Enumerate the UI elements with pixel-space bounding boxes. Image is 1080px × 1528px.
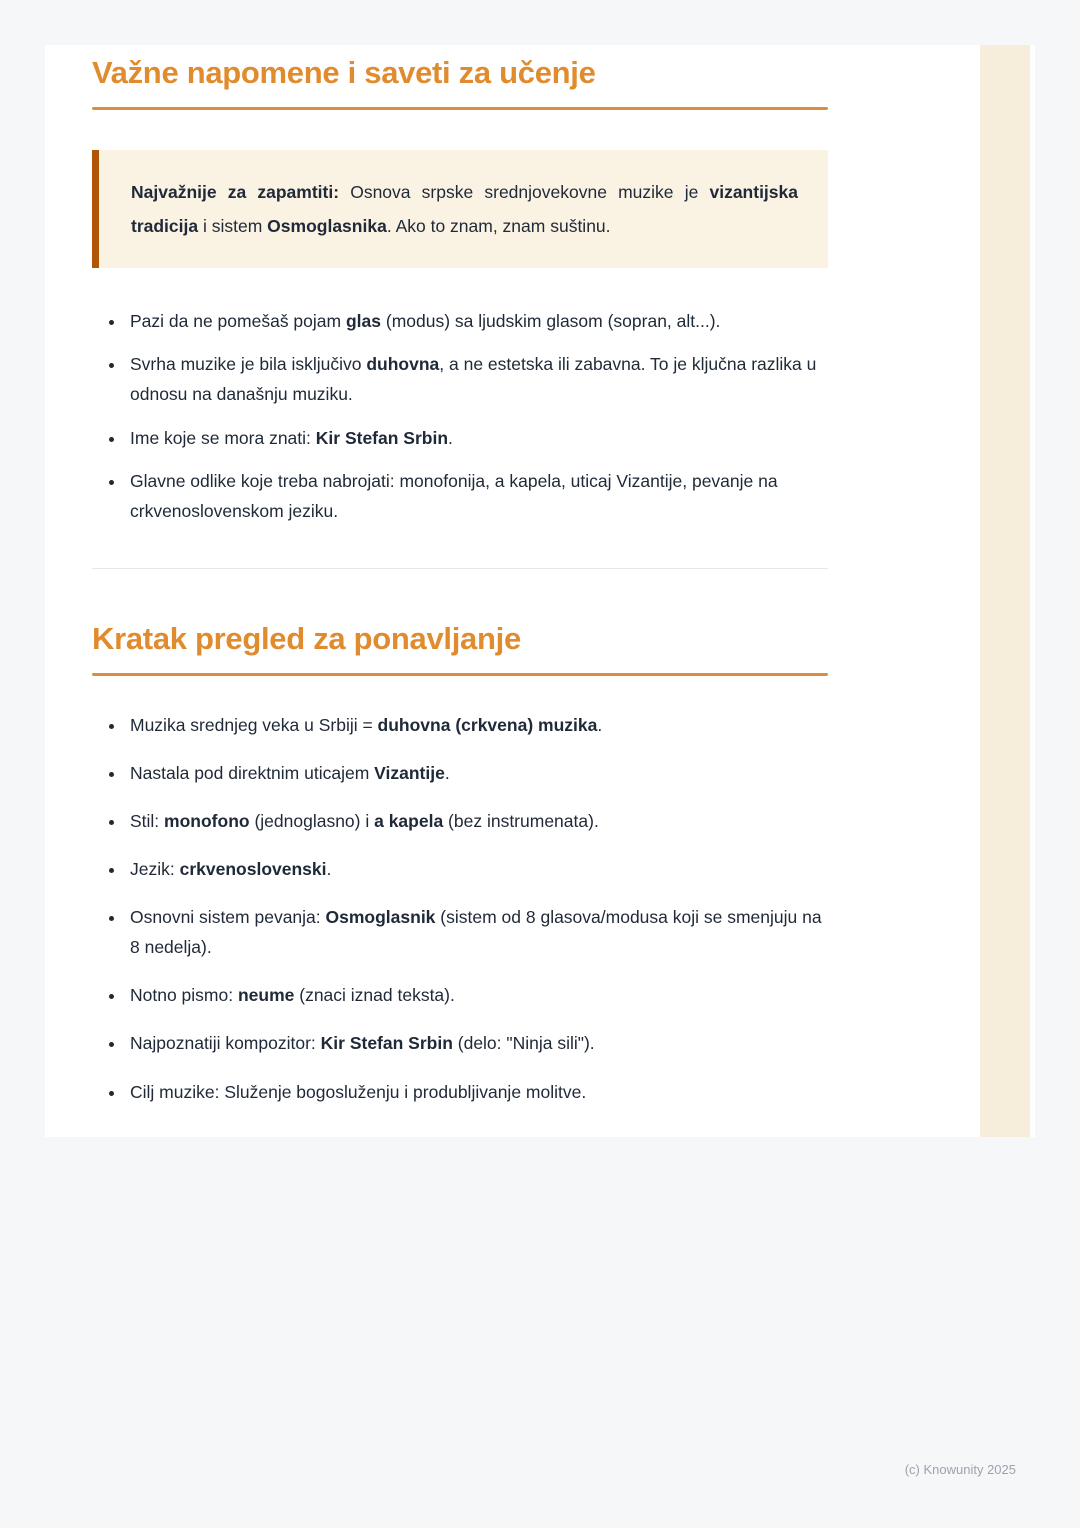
bold-text-segment: duhovna (crkvena) muzika — [377, 714, 598, 735]
bold-text-segment: a kapela — [374, 811, 444, 831]
text-segment: (jednoglasno) i — [249, 811, 375, 831]
text-segment: . — [444, 762, 450, 783]
text-segment: Notno pismo: — [130, 985, 238, 1006]
text-segment: Najpoznatiji kompozitor: — [130, 1033, 321, 1054]
callout-text — [131, 175, 798, 243]
bold-text-segment: Kir Stefan Srbin — [315, 427, 449, 448]
bold-text-segment: neume — [237, 985, 295, 1006]
text-segment: (bez instrumenata). — [443, 811, 599, 831]
bold-text-segment: duhovna — [366, 354, 440, 375]
text-segment: Muzika srednjeg veka u Srbiji = — [130, 714, 378, 735]
text-segment: (sistem od 8 glasova/modusa koji se smenjuju na 8 nedelja). — [130, 907, 822, 958]
list-item — [126, 1028, 828, 1058]
callout-box — [92, 150, 828, 268]
section-title: Kratak pregled za ponavljanje — [92, 620, 521, 656]
list-item — [126, 806, 828, 836]
bold-text-segment: monofono — [164, 811, 250, 831]
text-segment: Stil: — [130, 811, 165, 831]
bullet-list — [92, 306, 828, 526]
text-segment: Jezik: — [130, 859, 180, 880]
title-underline — [92, 107, 828, 110]
footer-credit: (c) Knowunity 2025 — [904, 1462, 1016, 1477]
list-item — [126, 980, 828, 1010]
text-segment: Osnova srpske srednjovekovne muzike je — [339, 182, 710, 202]
text-segment: . Ako to znam, znam suštinu. — [386, 216, 611, 237]
list-item — [126, 710, 828, 740]
text-segment: Glavne odlike koje treba nabrojati: monofonija, a kapela, uticaj Vizantije, pevanje na crkvenoslovenskom jeziku. — [130, 470, 778, 521]
text-segment: . — [448, 427, 453, 448]
text-segment: Cilj muzike: Služenje bogosluženju i produbljivanje molitve. — [130, 1081, 587, 1102]
list-item — [126, 902, 828, 962]
bold-text-segment: Osmoglasnika — [267, 216, 387, 237]
text-segment: . — [597, 714, 603, 735]
decorative-side-stripe — [980, 45, 1030, 1137]
bold-text-segment: glas — [345, 311, 381, 332]
bold-text-segment: vizantijska tradicija — [131, 182, 798, 237]
text-segment: , a ne estetska ili zabavna. To je ključna razlika u odnosu na današnju muziku. — [130, 354, 817, 405]
section-divider — [92, 568, 828, 569]
text-segment: Osnovni sistem pevanja: — [130, 907, 326, 928]
text-segment: (modus) sa ljudskim glasom (sopran, alt...). — [381, 311, 721, 332]
bold-text-segment: Osmoglasnik — [325, 907, 436, 928]
list-item — [126, 1077, 828, 1107]
text-segment: . — [326, 859, 332, 880]
list-item — [126, 466, 828, 526]
list-item — [126, 306, 828, 336]
text-segment: (delo: "Ninja sili"). — [452, 1033, 595, 1054]
text-segment: Ime koje se mora znati: — [130, 427, 316, 448]
text-segment: Nastala pod direktnim uticajem — [130, 762, 375, 783]
text-segment: Svrha muzike je bila isključivo — [130, 354, 367, 375]
bold-text-segment: Kir Stefan Srbin — [320, 1033, 453, 1054]
bold-text-segment: crkvenoslovenski — [179, 859, 327, 880]
title-underline — [92, 673, 828, 676]
list-item — [126, 758, 828, 788]
bold-text-segment: Najvažnije za zapamtiti: — [131, 182, 340, 202]
document-sheet — [45, 45, 1035, 1137]
list-item — [126, 423, 828, 453]
section-important-notes — [92, 55, 828, 526]
list-item — [126, 349, 828, 409]
section-title: Važne napomene i saveti za učenje — [92, 55, 596, 90]
text-segment: i sistem — [198, 216, 268, 237]
section-quick-review — [92, 621, 828, 1107]
text-segment: Pazi da ne pomešaš pojam — [130, 311, 346, 332]
bullet-list — [92, 710, 828, 1107]
bold-text-segment: Vizantije — [374, 762, 445, 783]
text-segment: (znaci iznad teksta). — [294, 985, 455, 1006]
document-content — [92, 55, 828, 1125]
list-item — [126, 854, 828, 884]
